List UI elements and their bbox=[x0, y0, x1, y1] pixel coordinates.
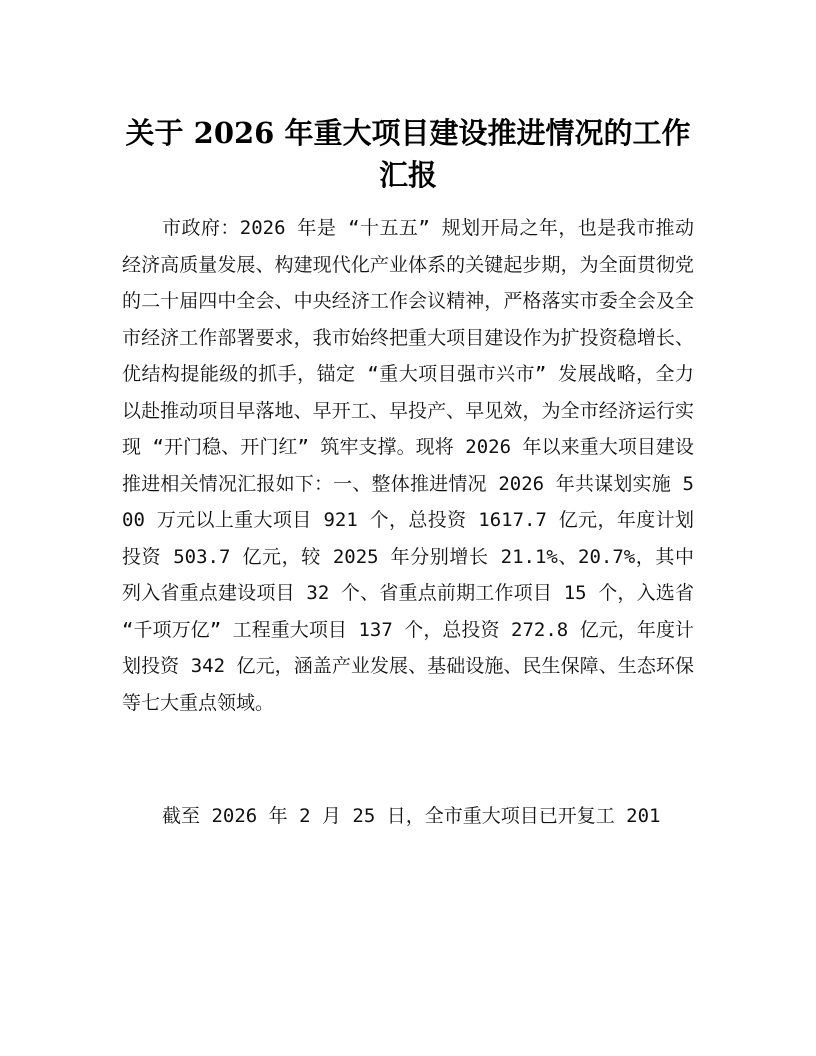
document-title: 关于 2026 年重大项目建设推进情况的工作汇报 bbox=[125, 116, 691, 192]
body-paragraph-2: 截至 2026 年 2 月 25 日，全市重大项目已开复工 201 bbox=[162, 805, 661, 827]
body-paragraph-1: 市政府：2026 年是 “十五五” 规划开局之年，也是我市推动经济高质量发展、构建现代化产业体系的关键起步期，为全面贯彻党的二十届四中全会、中央经济工作会议精神，严格落实市委全会及全市经济工作部署要求，我市始终把重大项目建设作为扩投资稳增长、优结构提能级的抓手，锚定 “重大项目强市兴市” 发展战略，全力以赴推动项目早落地、早开工、早投产、早见效，为全市经济运行实现 “开门稳、开门红” 筑牢支撑。现将 2026 年以来重大项目建设推进相关情况汇报如下：一、整体推进情况 2026 年共谋划实施 500 万元以上重大项目 921 个，总投资 1617.7 亿元，年度计划投资 503.7 亿元，较 2025 年分别增长 21.1%、20.7%，其中列入省重点建设项目 32 个、省重点前期工作项目 15 个，入选省 “千项万亿” 工程重大项目 137 个，总投资 272.8 亿元，年度计划投资 342 亿元，涵盖产业发展、基础设施、民生保障、生态环保等七大重点领域。 bbox=[122, 217, 694, 714]
